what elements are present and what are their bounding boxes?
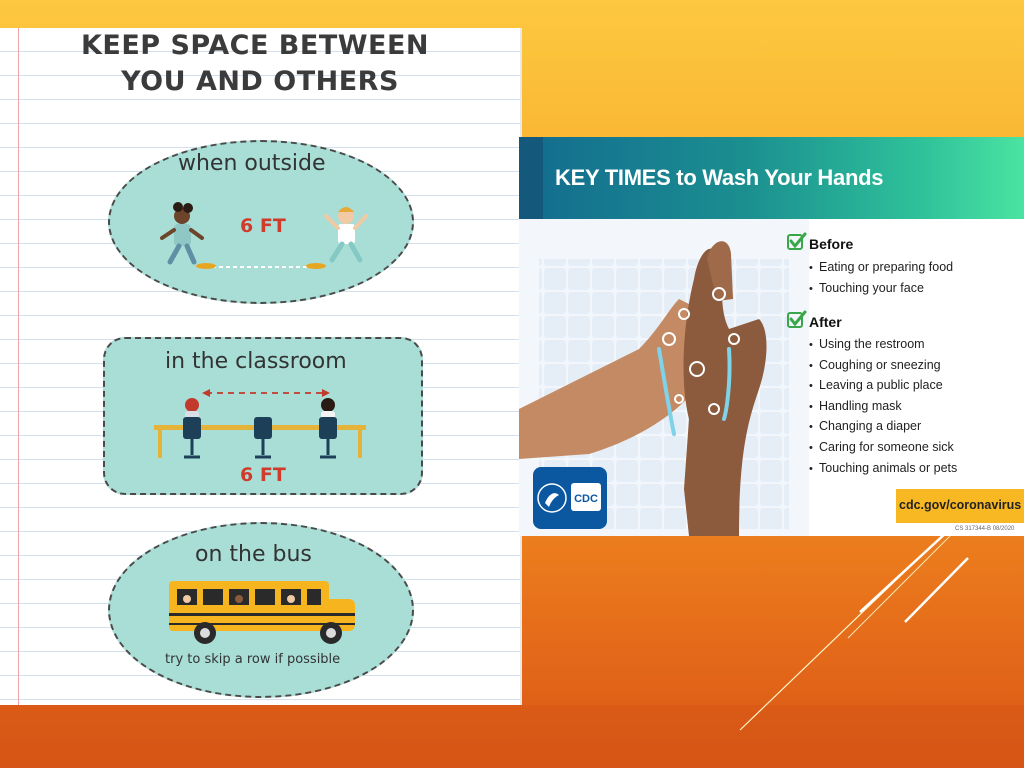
outside-kids-illustration: [150, 198, 380, 278]
outside-distance: 6 FT: [240, 215, 286, 237]
list-item: • Changing a diaper: [809, 416, 957, 437]
classroom-label: in the classroom: [165, 349, 347, 374]
check-icon: [787, 310, 807, 330]
cdc-url: cdc.gov/coronavirus: [899, 498, 1022, 512]
cdc-logo-icon: [533, 467, 607, 529]
list-item: • Using the restroom: [809, 334, 957, 355]
publication-code: CS 317344-B 08/2020: [955, 526, 1015, 532]
card-header-accent: [519, 137, 543, 219]
cdc-logo-text: CDC: [574, 493, 598, 505]
card-header: [519, 137, 1024, 219]
list-item: • Leaving a public place: [809, 375, 957, 396]
list-item: • Touching animals or pets: [809, 458, 957, 479]
outside-label: when outside: [178, 151, 326, 176]
after-list: [809, 334, 957, 478]
card-title: KEY TIMES to Wash Your Hands: [555, 165, 884, 190]
before-list: [809, 257, 953, 298]
school-bus-illustration: [165, 577, 365, 649]
classroom-distance: 6 FT: [240, 464, 286, 486]
list-item: • Handling mask: [809, 396, 957, 417]
poster-title-line2: YOU AND OTHERS: [121, 66, 399, 97]
list-item: • Coughing or sneezing: [809, 355, 957, 376]
list-item: • Touching your face: [809, 278, 953, 299]
check-icon: [787, 232, 807, 252]
handwashing-card: [519, 137, 1024, 536]
poster-title-line1: KEEP SPACE BETWEEN: [80, 30, 430, 61]
classroom-desks-illustration: [150, 383, 380, 463]
bus-note: try to skip a row if possible: [165, 652, 341, 667]
social-distancing-poster: [0, 28, 522, 705]
list-item: • Caring for someone sick: [809, 437, 957, 458]
before-heading: Before: [809, 236, 854, 252]
bus-label: on the bus: [195, 542, 312, 567]
after-heading: After: [809, 314, 842, 330]
list-item: • Eating or preparing food: [809, 257, 953, 278]
